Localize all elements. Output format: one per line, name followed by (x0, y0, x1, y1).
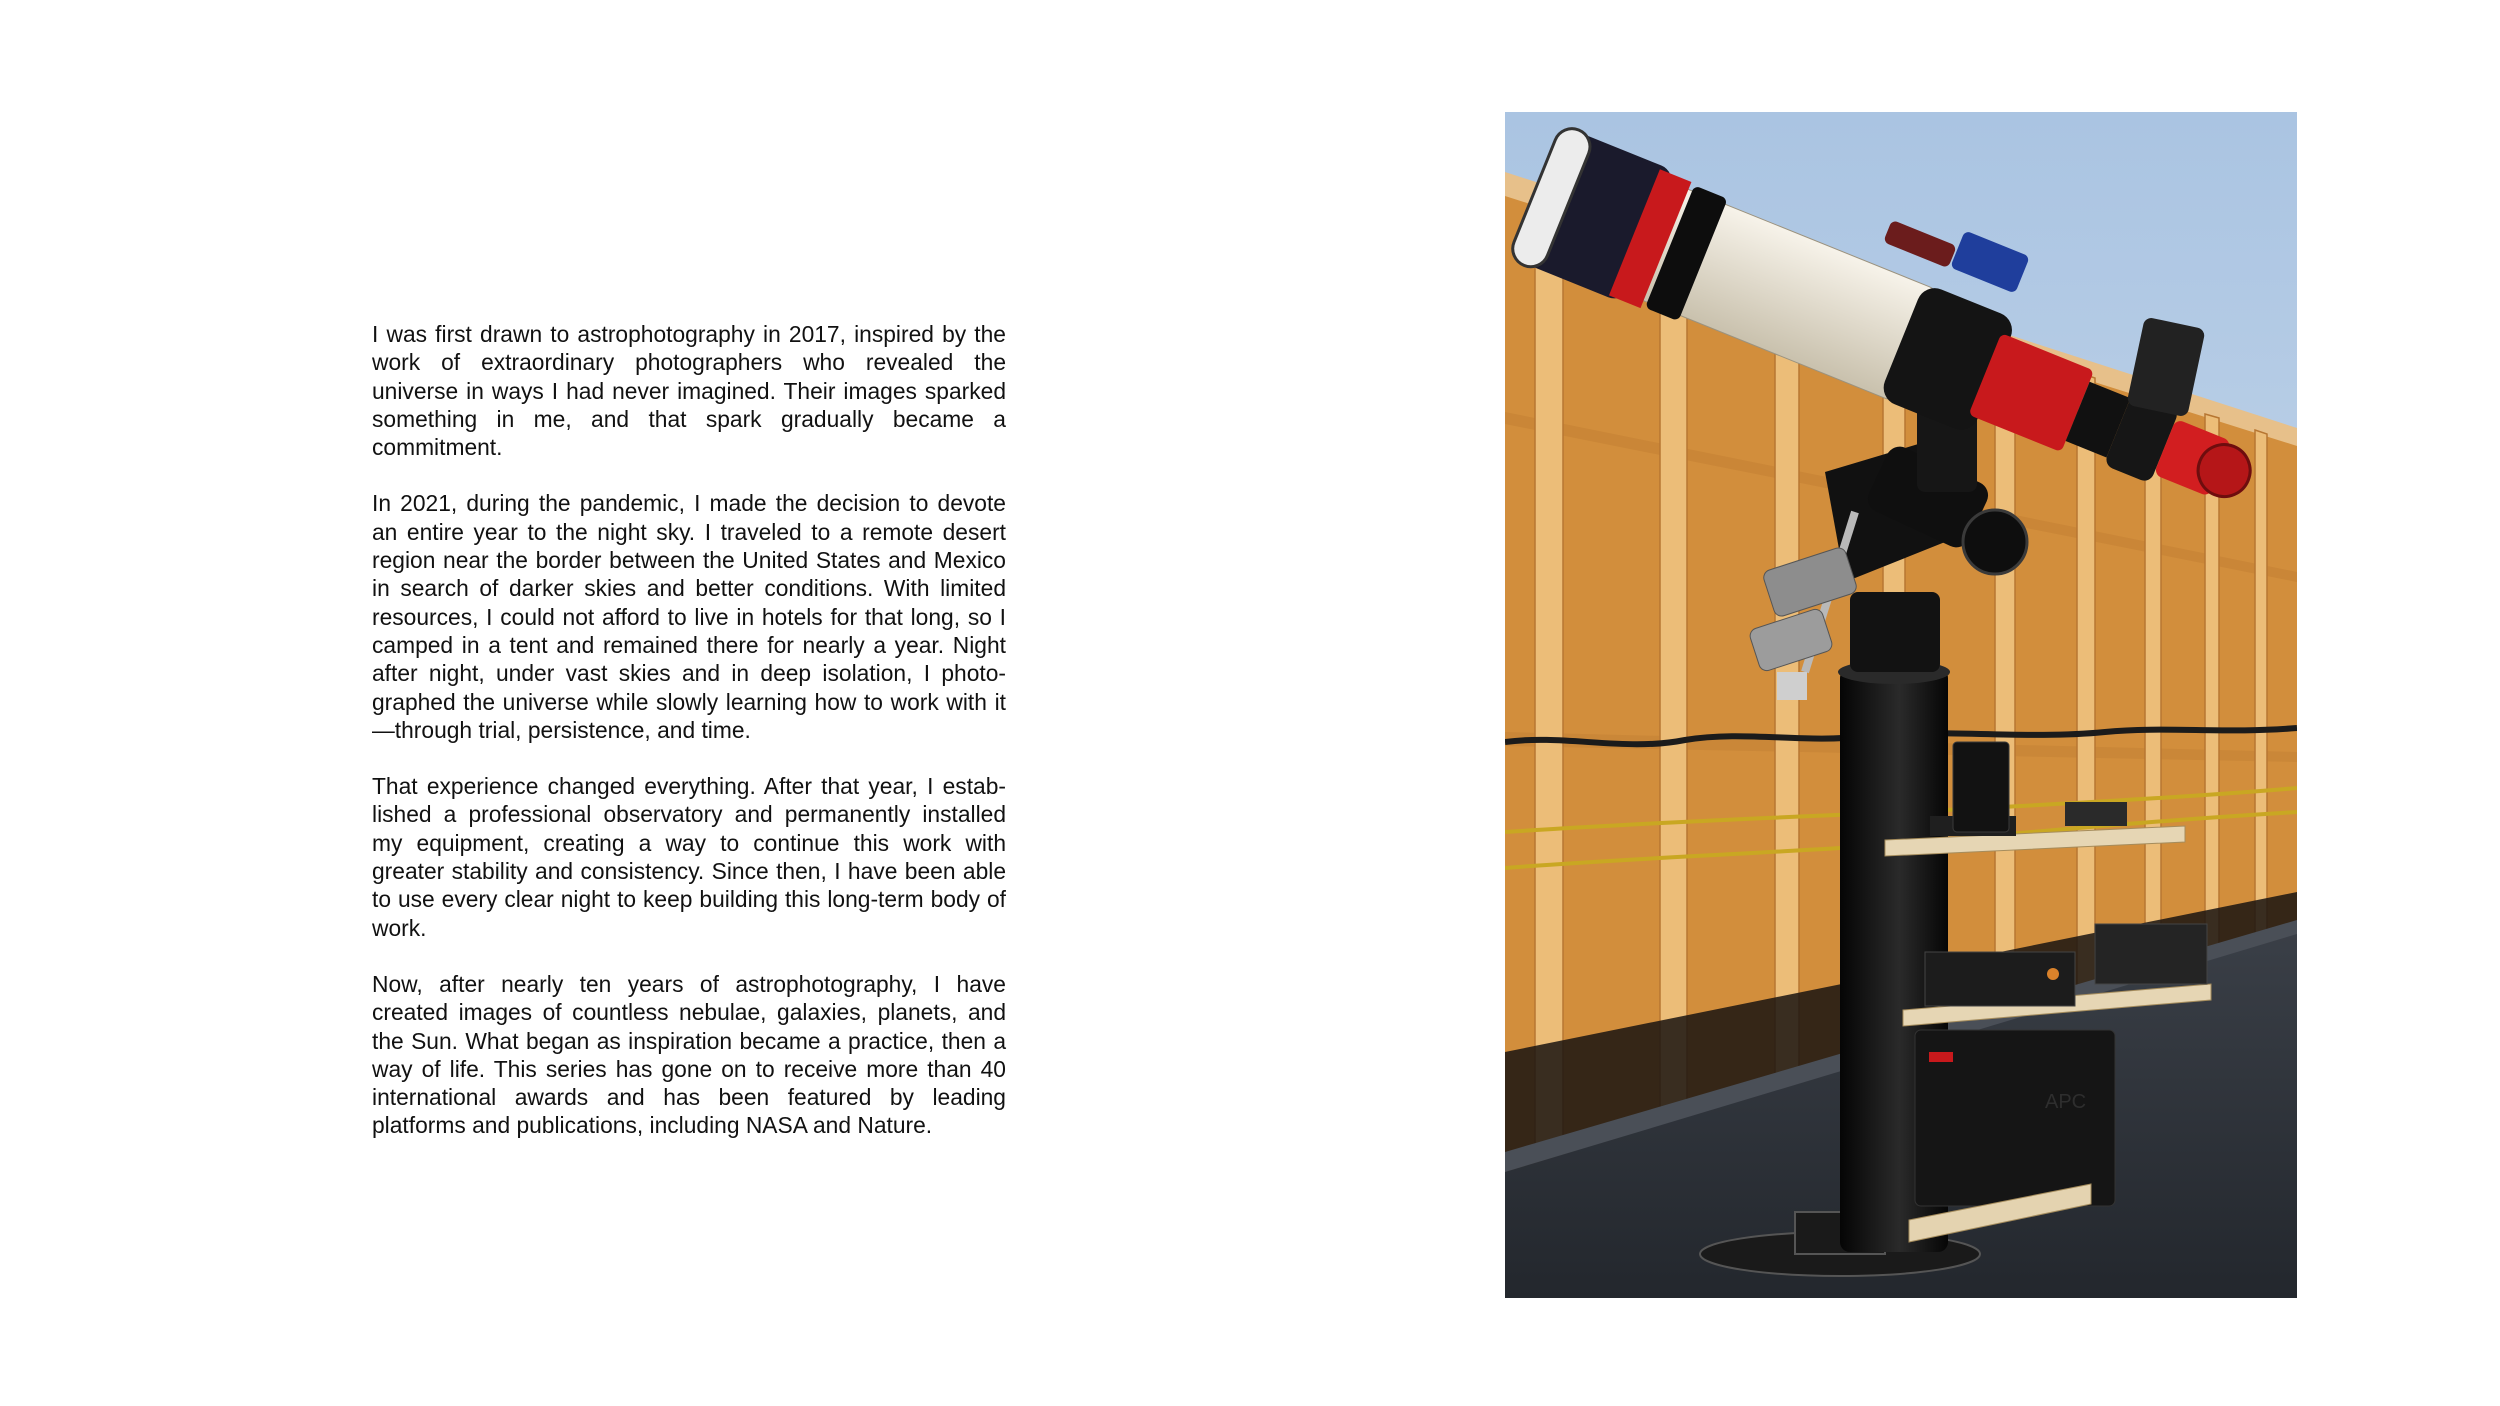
network-box (1953, 742, 2009, 832)
ups-brand-label: APC (2045, 1091, 2087, 1113)
telescope-photo (1505, 112, 2297, 1298)
ups-unit (1915, 1030, 2115, 1206)
paragraph-2: In 2021, during the pandemic, I made the decision to devote an entire year to the night sky. I traveled to a remote desert region near the border between the United States and Mexico in search of darker skies and better conditions. With limited resources, I could not afford to live in hotels for that long, so I camped in a tent and remained there for nearly a year. Night after night, under vast skies and in deep isolation, I photographed the universe while slowly learning how to work with it—through trial, persistence, and time. (372, 490, 1006, 743)
paragraph-3: That experience changed everything. After that year, I established a professional observatory and permanently installed my equipment, creating a way to continue this work with greater stability and consistency. Since then, I have been able to use every clear night to keep building this long-term body of work. (372, 773, 1006, 941)
paragraph-1: I was first drawn to astrophotography in 2017, inspired by the work of extraordinary photographers who revealed the universe in ways I had never imagined. Their images sparked something in me, and that spark gradually became a commitment. (372, 321, 1006, 461)
telescope-illustration (1505, 112, 2297, 1298)
essay-text (372, 320, 1006, 1168)
paragraph-4: Now, after nearly ten years of astrophotography, I have created images of countless nebulae, galaxies, planets, and the Sun. What began as inspiration became a practice, then a way of life. This series has gone on to receive more than 40 international awards and has been featured by leading platforms and publications, including NASA and Nature. (372, 970, 1006, 1139)
